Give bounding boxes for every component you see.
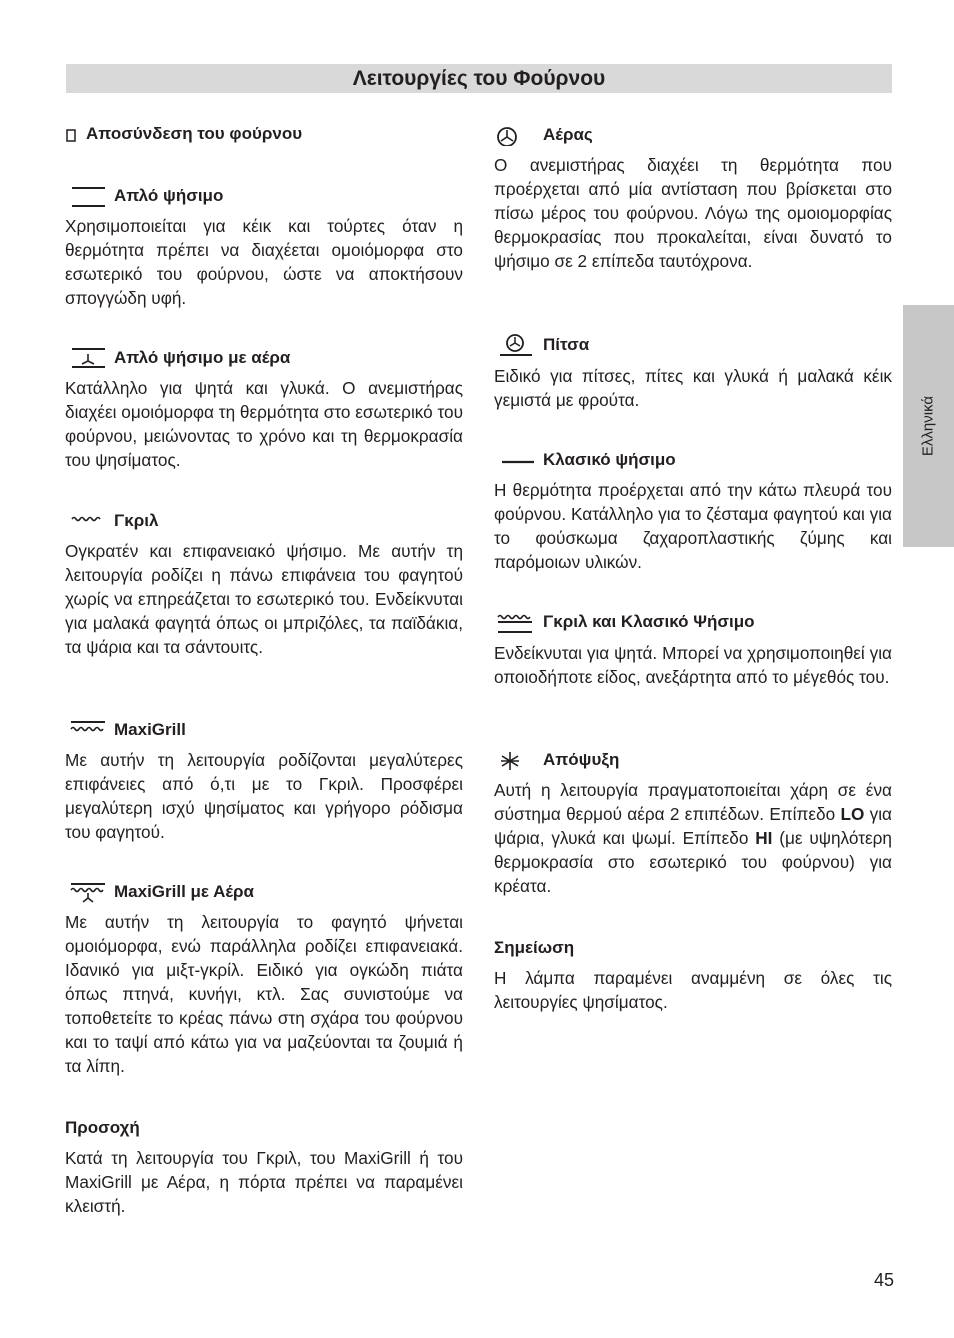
section-classic-text: Η θερμότητα προέρχεται από την κάτω πλευρά του φούρνου. Κατάλληλο για το ζέσταμα φαγητού και για το φούσκωμα ζαχαροπλαστικής ζύμης και παρόμοιων υλικών.	[494, 480, 892, 572]
section-grill-classic-heading: Γκριλ και Κλασικό Ψήσιμο	[494, 610, 755, 634]
fan-bake-icon	[65, 347, 105, 369]
pizza-icon	[494, 334, 534, 356]
section-disconnect-heading: Αποσύνδεση του φούρνου	[65, 122, 302, 146]
snowflake-icon	[494, 749, 534, 771]
level-hi: HI	[755, 828, 773, 848]
maxigrill-fan-icon	[65, 881, 105, 903]
section-simple-bake-heading: Απλό ψήσιμο	[65, 184, 223, 208]
section-simple-fan-text: Κατάλληλο για ψητά και γλυκά. Ο ανεμιστήρας διαχέει ομοιόμορφα τη θερμότητα στο εσωτερικό του φούρνου, μειώνοντας το χρόνο και τη θερμοκρασία του ψησίματος.	[65, 378, 463, 470]
section-grill-classic-text: Ενδείκνυται για ψητά. Μπορεί να χρησιμοποιηθεί για οποιοδήποτε είδος, ανεξάρτητα από το μέγεθός του.	[494, 643, 892, 687]
section-grill-heading: Γκριλ	[65, 509, 158, 533]
page-title: Λειτουργίες του Φούρνου	[66, 64, 892, 93]
section-pizza-heading: Πίτσα	[494, 333, 589, 357]
section-fan-text: Ο ανεμιστήρας διαχέει τη θερμότητα που προέρχεται από μία αντίσταση που βρίσκεται στο πίσω μέρος του φούρνου. Λόγω της ομοιομορφίας θερμοκρασίας που προκαλείται, είναι δυνατό το ψήσιμο σε 2 επίπεδα ταυτόχρονα.	[494, 155, 892, 271]
section-simple-bake-text: Χρησιμοποιείται για κέικ και τούρτες όταν η θερμότητα πρέπει να διαχέεται ομοιόμορφα στο εσωτερικό του φούρνου, ώστε να αποκτήσουν σπογγώδη υφή.	[65, 216, 463, 308]
grill-bottom-heat-icon	[494, 611, 534, 633]
section-maxigrill-fan-heading: MaxiGrill με Αέρα	[65, 880, 254, 904]
section-simple-fan-heading: Απλό ψήσιμο με αέρα	[65, 346, 290, 370]
bottom-heat-icon	[494, 449, 534, 471]
section-maxigrill-text: Με αυτήν τη λειτουργία ροδίζονται μεγαλύτερες επιφάνειες από ό,τι με το Γκριλ. Προσφέρει μεγαλύτερη ισχύ ψησίματος και γρήγορο ρόδισμα του φαγητού.	[65, 750, 463, 842]
section-defrost-heading: Απόψυξη	[494, 748, 619, 772]
section-fan-heading: Αέρας	[494, 123, 593, 147]
square-icon	[65, 123, 79, 145]
section-maxigrill-fan-text: Με αυτήν τη λειτουργία το φαγητό ψήνεται ομοιόμορφα, ενώ παράλληλα ροδίζει επιφανειακά. Ιδανικό για μιξτ-γκρίλ. Ειδικό για ογκώδη πιάτα όπως πτηνά, κυνήγι, κτλ. Σας συνιστούμε να τοποθετείτε το κρέας πάνω στη σχάρα του φούρνου και το ταψί από κάτω για να μαζεύονται τα ζουμιά ή τα λίπη.	[65, 912, 463, 1076]
section-classic-heading: Κλασικό ψήσιμο	[494, 448, 676, 472]
section-note-text: Η λάμπα παραμένει αναμμένη σε όλες τις λειτουργίες ψησίματος.	[494, 968, 892, 1012]
grill-icon	[65, 510, 105, 532]
section-pizza-text: Ειδικό για πίτσες, πίτες και γλυκά ή μαλακά κέικ γεμιστά με φρούτα.	[494, 366, 892, 410]
level-lo: LO	[840, 804, 865, 824]
language-tab	[903, 305, 954, 547]
top-bottom-heat-icon	[65, 185, 105, 207]
fan-icon	[494, 124, 534, 146]
language-tab-label: Ελληνικά	[919, 395, 937, 457]
section-note-heading: Σημείωση	[494, 938, 575, 957]
maxigrill-icon	[65, 719, 105, 741]
section-grill-text: Ογκρατέν και επιφανειακό ψήσιμο. Με αυτήν τη λειτουργία ροδίζει η πάνω επιφάνεια του φαγητού χωρίς να επηρεάζεται το εσωτερικό του. Ενδείκνυται για μαλακά φαγητά όπως οι μπριζόλες, τα παϊδάκια, τα ψάρια και τα σάντουιτς.	[65, 541, 463, 657]
section-caution-heading: Προσοχή	[65, 1118, 140, 1137]
section-caution-text: Κατά τη λειτουργία του Γκριλ, του MaxiGrill ή του MaxiGrill με Αέρα, η πόρτα πρέπει να παραμένει κλειστή.	[65, 1148, 463, 1216]
page-number: 45	[873, 1270, 894, 1290]
section-defrost-text: Αυτή η λειτουργία πραγματοποιείται χάρη σε ένα σύστημα θερμού αέρα 2 επιπέδων. Επίπεδο LO για ψάρια, γλυκά και ψωμί. Επίπεδο HI (με υψηλότερη θερμοκρασία στο εσωτερικό του φούρνου) για κρέατα.	[494, 780, 892, 896]
section-maxigrill-heading: MaxiGrill	[65, 718, 186, 742]
